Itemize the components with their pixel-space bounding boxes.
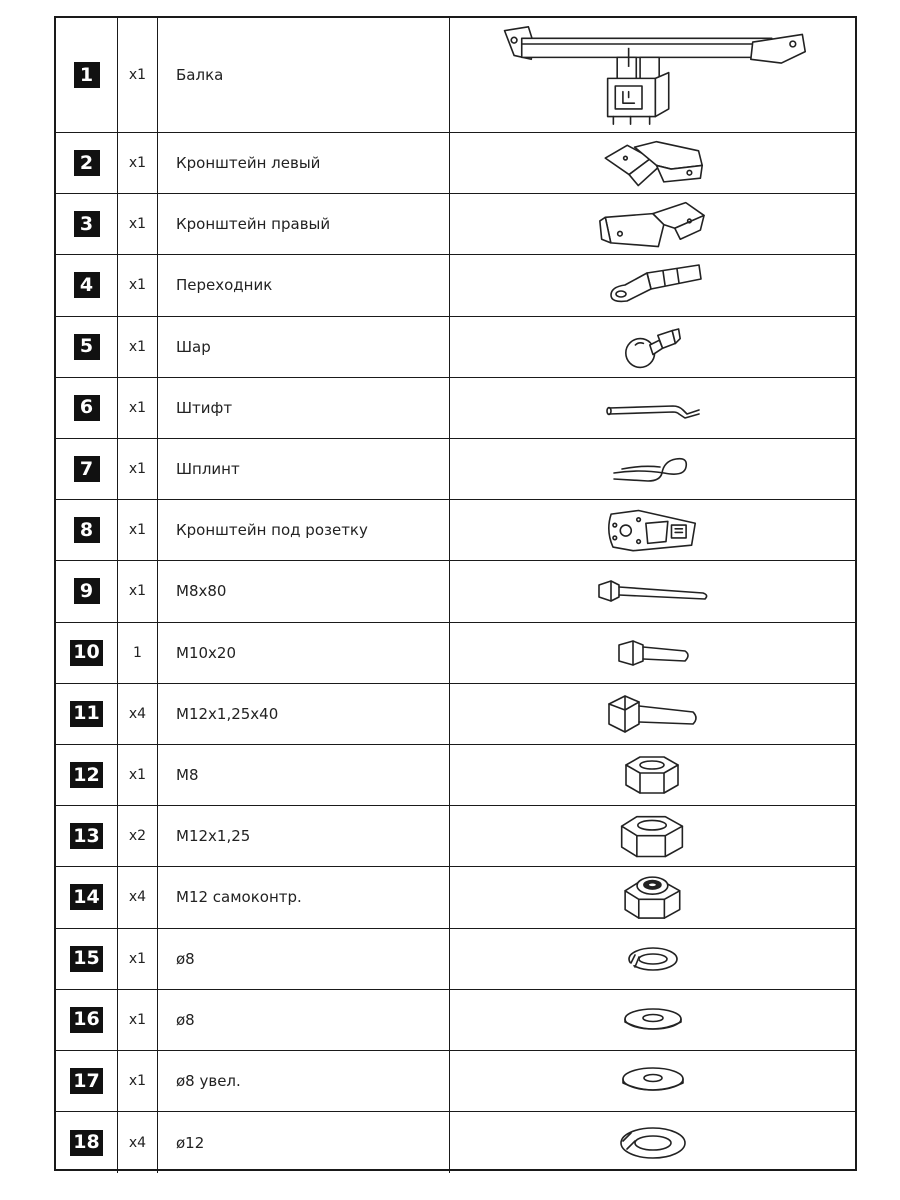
item-number-cell bbox=[56, 133, 118, 193]
part-picture-cell bbox=[450, 623, 855, 683]
item-number-cell bbox=[56, 194, 118, 254]
part-picture-cell bbox=[450, 561, 855, 621]
quantity-cell: x1 bbox=[118, 990, 158, 1050]
part-name-cell: ø8 увел. bbox=[158, 1051, 450, 1111]
table-row bbox=[56, 255, 855, 316]
quantity-cell: x4 bbox=[118, 684, 158, 744]
item-number-cell bbox=[56, 1112, 118, 1173]
table-row bbox=[56, 18, 855, 133]
part-picture-cell bbox=[450, 1051, 855, 1111]
part-name-cell: М12 самоконтр. bbox=[158, 867, 450, 927]
item-number-cell bbox=[56, 623, 118, 683]
quantity-cell: x1 bbox=[118, 439, 158, 499]
part-picture-cell bbox=[450, 18, 855, 132]
item-number-badge: 12 bbox=[70, 762, 102, 788]
part-name-cell: М10х20 bbox=[158, 623, 450, 683]
part-name-cell: ø12 bbox=[158, 1112, 450, 1173]
item-number-badge: 9 bbox=[74, 578, 100, 604]
part-picture-cell bbox=[450, 500, 855, 560]
quantity-cell: x1 bbox=[118, 1051, 158, 1111]
cotter-pin-icon bbox=[608, 451, 698, 487]
table-row bbox=[56, 867, 855, 928]
large-nut-icon bbox=[616, 811, 688, 862]
part-name-cell: ø8 bbox=[158, 929, 450, 989]
quantity-cell: x4 bbox=[118, 867, 158, 927]
item-number-badge: 18 bbox=[70, 1130, 102, 1156]
socket-bracket-icon bbox=[602, 505, 703, 556]
part-picture-cell bbox=[450, 990, 855, 1050]
item-number-badge: 1 bbox=[74, 62, 100, 88]
item-number-cell bbox=[56, 378, 118, 438]
item-number-cell bbox=[56, 745, 118, 805]
table-row bbox=[56, 684, 855, 745]
part-picture-cell bbox=[450, 867, 855, 927]
item-number-badge: 10 bbox=[70, 640, 102, 666]
table-row bbox=[56, 500, 855, 561]
lock-nut-icon bbox=[620, 872, 685, 923]
item-number-badge: 11 bbox=[70, 701, 102, 727]
item-number-cell bbox=[56, 806, 118, 866]
quantity-cell: x1 bbox=[118, 745, 158, 805]
quantity-cell: x1 bbox=[118, 18, 158, 132]
item-number-cell bbox=[56, 1051, 118, 1111]
tow-bar-beam-icon bbox=[495, 23, 810, 128]
part-name-cell: Шар bbox=[158, 317, 450, 377]
item-number-cell bbox=[56, 317, 118, 377]
table-row bbox=[56, 378, 855, 439]
item-number-cell bbox=[56, 500, 118, 560]
item-number-badge: 6 bbox=[74, 395, 100, 421]
quantity-cell: x1 bbox=[118, 133, 158, 193]
item-number-badge: 14 bbox=[70, 884, 102, 910]
small-nut-icon bbox=[618, 751, 688, 799]
flat-washer-icon bbox=[620, 1006, 686, 1034]
item-number-cell bbox=[56, 18, 118, 132]
part-picture-cell bbox=[450, 806, 855, 866]
quantity-cell: x2 bbox=[118, 806, 158, 866]
part-name-cell: Кронштейн левый bbox=[158, 133, 450, 193]
table-row bbox=[56, 439, 855, 500]
item-number-badge: 4 bbox=[74, 272, 100, 298]
part-name-cell: Штифт bbox=[158, 378, 450, 438]
large-flat-washer-icon bbox=[618, 1065, 688, 1097]
quantity-cell: x1 bbox=[118, 317, 158, 377]
table-row bbox=[56, 745, 855, 806]
quantity-cell: x4 bbox=[118, 1112, 158, 1173]
part-name-cell: М8х80 bbox=[158, 561, 450, 621]
long-bolt-icon bbox=[593, 575, 713, 607]
parts-table bbox=[54, 16, 857, 1171]
part-picture-cell bbox=[450, 929, 855, 989]
left-bracket-icon bbox=[598, 138, 708, 189]
quantity-cell: x1 bbox=[118, 378, 158, 438]
part-name-cell: М12х1,25х40 bbox=[158, 684, 450, 744]
part-name-cell: Балка bbox=[158, 18, 450, 132]
part-name-cell: М12х1,25 bbox=[158, 806, 450, 866]
part-name-cell: Переходник bbox=[158, 255, 450, 315]
large-spring-washer-icon bbox=[615, 1123, 691, 1163]
item-number-badge: 7 bbox=[74, 456, 100, 482]
table-row bbox=[56, 133, 855, 194]
part-name-cell: Кронштейн под розетку bbox=[158, 500, 450, 560]
quantity-cell: x1 bbox=[118, 194, 158, 254]
table-row bbox=[56, 1051, 855, 1112]
item-number-badge: 8 bbox=[74, 517, 100, 543]
table-row bbox=[56, 623, 855, 684]
item-number-cell bbox=[56, 929, 118, 989]
part-picture-cell bbox=[450, 684, 855, 744]
table-row bbox=[56, 561, 855, 622]
large-bolt-icon bbox=[603, 692, 703, 736]
part-picture-cell bbox=[450, 194, 855, 254]
tow-ball-icon bbox=[621, 321, 685, 372]
quantity-cell: x1 bbox=[118, 500, 158, 560]
right-bracket-icon bbox=[598, 199, 708, 250]
table-row bbox=[56, 990, 855, 1051]
item-number-badge: 2 bbox=[74, 150, 100, 176]
spring-washer-icon bbox=[623, 943, 683, 975]
quantity-cell: x1 bbox=[118, 929, 158, 989]
part-picture-cell bbox=[450, 745, 855, 805]
table-row bbox=[56, 1112, 855, 1173]
table-row bbox=[56, 929, 855, 990]
quantity-cell: 1 bbox=[118, 623, 158, 683]
item-number-cell bbox=[56, 867, 118, 927]
quantity-cell: x1 bbox=[118, 561, 158, 621]
item-number-badge: 17 bbox=[70, 1068, 102, 1094]
part-picture-cell bbox=[450, 1112, 855, 1173]
item-number-badge: 15 bbox=[70, 946, 102, 972]
part-picture-cell bbox=[450, 317, 855, 377]
quantity-cell: x1 bbox=[118, 255, 158, 315]
item-number-cell bbox=[56, 684, 118, 744]
item-number-badge: 5 bbox=[74, 334, 100, 360]
table-row bbox=[56, 317, 855, 378]
item-number-badge: 16 bbox=[70, 1007, 102, 1033]
part-name-cell: Шплинт bbox=[158, 439, 450, 499]
item-number-cell bbox=[56, 255, 118, 315]
pin-icon bbox=[603, 396, 703, 420]
part-picture-cell bbox=[450, 378, 855, 438]
item-number-cell bbox=[56, 439, 118, 499]
table-row bbox=[56, 194, 855, 255]
part-picture-cell bbox=[450, 439, 855, 499]
part-name-cell: М8 bbox=[158, 745, 450, 805]
table-row bbox=[56, 806, 855, 867]
item-number-badge: 13 bbox=[70, 823, 102, 849]
item-number-badge: 3 bbox=[74, 211, 100, 237]
part-picture-cell bbox=[450, 133, 855, 193]
part-picture-cell bbox=[450, 255, 855, 315]
item-number-cell bbox=[56, 561, 118, 621]
part-name-cell: Кронштейн правый bbox=[158, 194, 450, 254]
item-number-cell bbox=[56, 990, 118, 1050]
adapter-icon bbox=[603, 261, 703, 309]
part-name-cell: ø8 bbox=[158, 990, 450, 1050]
short-bolt-icon bbox=[613, 635, 693, 671]
